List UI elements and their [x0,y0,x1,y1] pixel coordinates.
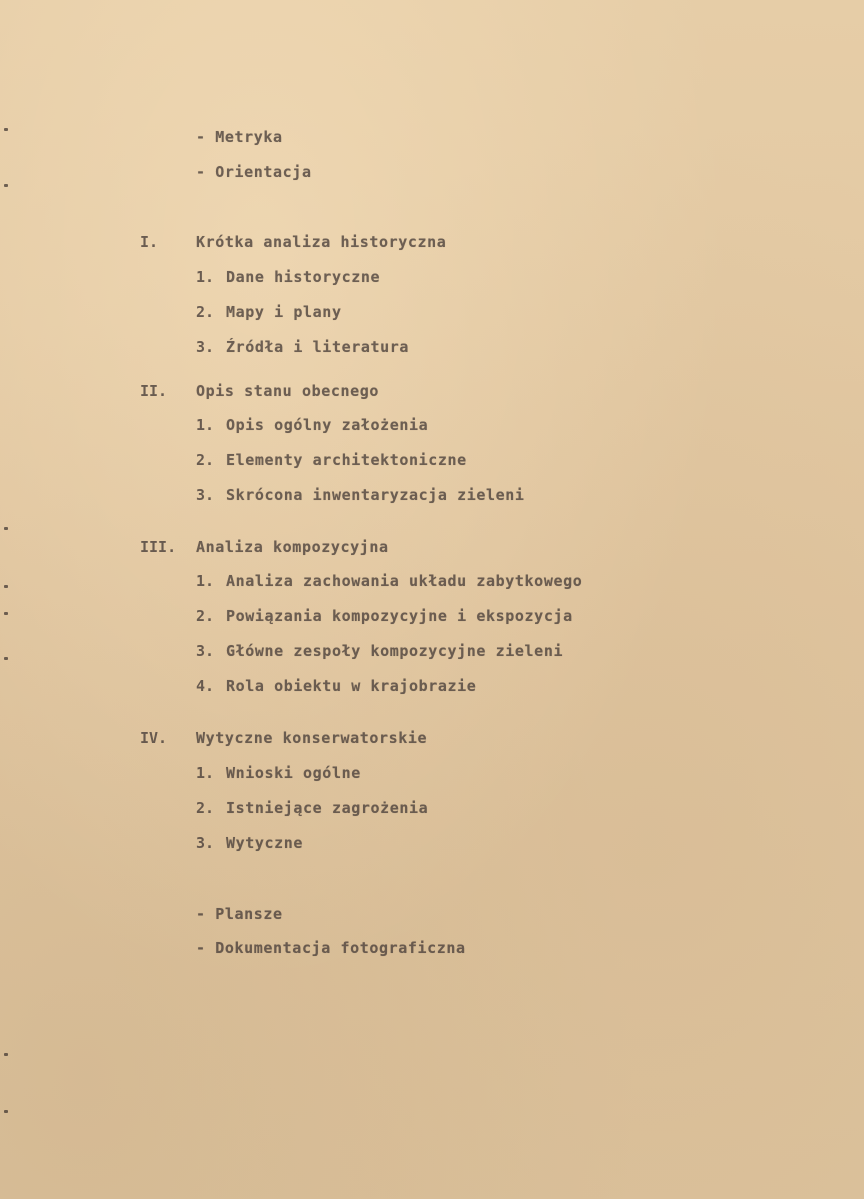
section-title: Wytyczne konserwatorskie [196,729,428,747]
item-label: Główne zespoły kompozycyjne zieleni [226,642,564,660]
scan-mark [4,184,8,187]
front-orientacja: - Orientacja [196,163,312,181]
scan-mark [4,585,8,588]
item-label: Opis ogólny założenia [226,416,429,434]
scan-mark [4,527,8,530]
scan-mark [4,1110,8,1113]
item-number: 1. [196,572,215,590]
scan-mark [4,612,8,615]
section-title: Analiza kompozycyjna [196,538,389,556]
item-label: Powiązania kompozycyjne i ekspozycja [226,607,573,625]
item-number: 1. [196,268,215,286]
section-numeral: I. [140,233,159,251]
item-number: 1. [196,764,215,782]
front-metryka: - Metryka [196,128,283,146]
item-number: 3. [196,642,215,660]
back-dokumentacja: - Dokumentacja fotograficzna [196,939,466,957]
item-number: 1. [196,416,215,434]
item-number: 2. [196,451,215,469]
item-number: 4. [196,677,215,695]
section-title: Opis stanu obecnego [196,382,379,400]
section-title: Krótka analiza historyczna [196,233,447,251]
item-label: Rola obiektu w krajobrazie [226,677,477,695]
item-number: 2. [196,799,215,817]
scan-mark [4,128,8,131]
item-label: Skrócona inwentaryzacja zieleni [226,486,525,504]
item-label: Źródła i literatura [226,338,409,356]
section-numeral: III. [140,538,177,556]
item-label: Wytyczne [226,834,304,852]
scan-mark [4,657,8,660]
item-number: 3. [196,486,215,504]
item-number: 3. [196,834,215,852]
item-label: Dane historyczne [226,268,381,286]
item-number: 3. [196,338,215,356]
section-numeral: II. [140,382,168,400]
scan-mark [4,1053,8,1056]
item-label: Analiza zachowania układu zabytkowego [226,572,583,590]
back-plansze: - Plansze [196,905,283,923]
item-label: Mapy i plany [226,303,342,321]
section-numeral: IV. [140,729,168,747]
item-label: Istniejące zagrożenia [226,799,429,817]
item-number: 2. [196,303,215,321]
item-label: Elementy architektoniczne [226,451,467,469]
item-label: Wnioski ogólne [226,764,361,782]
item-number: 2. [196,607,215,625]
